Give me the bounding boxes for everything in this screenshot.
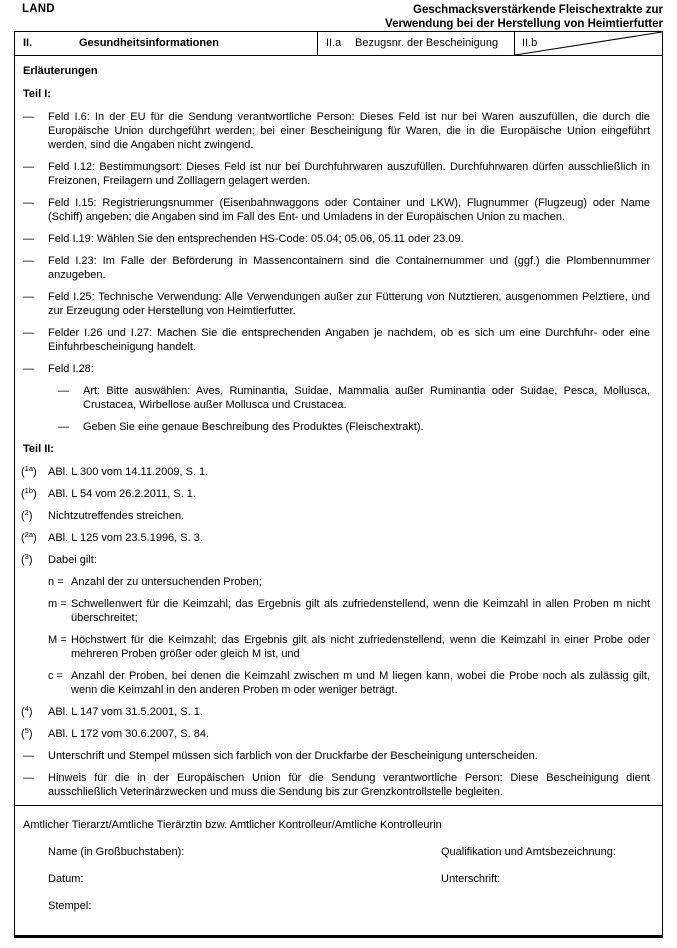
dash-bullet-icon: — bbox=[23, 233, 34, 245]
note-item-text: Feld I.23: Im Falle der Beförderung in Massencontainern sind die Containernummer und (ggf.) die Plombennummer anzugeben. bbox=[48, 255, 650, 281]
note-item bbox=[23, 196, 650, 224]
definition-label: M = bbox=[48, 634, 67, 646]
footnote-text: ABl. L 125 vom 23.5.1996, S. 3. bbox=[48, 532, 203, 544]
note-item bbox=[23, 771, 650, 799]
definition-row bbox=[48, 633, 650, 661]
footnote-row bbox=[23, 509, 650, 523]
definition-label: n = bbox=[48, 576, 64, 588]
part-i-heading: Teil I: bbox=[23, 88, 51, 100]
footnote-row bbox=[23, 465, 650, 479]
note-item bbox=[23, 290, 650, 318]
name-label: Name (in Großbuchstaben): bbox=[48, 846, 185, 858]
dash-bullet-icon: — bbox=[23, 111, 34, 123]
note-item-text: Feld I.28: bbox=[48, 363, 94, 375]
note-item bbox=[23, 110, 650, 152]
part-number: II. bbox=[23, 37, 33, 49]
certificate-title bbox=[385, 3, 663, 31]
note-item-text: Hinweis für die in der Europäischen Union für die Sendung verantwortliche Person: Diese Bescheinigung dient ausschließlich Veterinärzwecken und muss die Sendung bis zur Grenzkontrollstelle begleiten. bbox=[48, 772, 650, 798]
footnote-marker: ($^{2a}$) bbox=[21, 530, 37, 544]
footnote-text: ABl. L 172 vom 30.6.2007, S. 84. bbox=[48, 728, 210, 740]
footnote-marker: ($^{1a}$) bbox=[21, 464, 37, 478]
dash-bullet-icon: — bbox=[23, 197, 34, 209]
footnote-text: Dabei gilt: bbox=[48, 554, 97, 566]
note-sub-item-text: Art: Bitte auswählen: Aves, Ruminantia, Suidae, Mammalia außer Ruminantia oder Suidae, Pesca, Mollusca, Crustacea, Wirbellose außer Mollusca und Crustacea. bbox=[83, 385, 650, 411]
footnote-row bbox=[23, 531, 650, 545]
date-label: Datum: bbox=[48, 873, 84, 885]
page-header bbox=[0, 0, 677, 31]
part-ii-heading: Teil II: bbox=[23, 443, 54, 455]
note-sub-item-text: Geben Sie eine genaue Beschreibung des Produktes (Fleischextrakt). bbox=[83, 421, 424, 433]
dash-bullet-icon: — bbox=[23, 255, 34, 267]
diagonal-strike-line bbox=[515, 32, 662, 55]
definition-label: c = bbox=[48, 670, 63, 682]
note-item-text: Feld I.12: Bestimmungsort: Dieses Feld ist nur bei Durchfuhrwaren auszufüllen. Durchfuhrwaren dürfen ausschließlich in Freizonen, Freilagern und Zolllagern gelagert werden. bbox=[48, 161, 650, 187]
definition-row bbox=[48, 669, 650, 697]
dash-bullet-icon: — bbox=[23, 161, 34, 173]
reference-number-cell bbox=[317, 32, 514, 55]
footnote-text: ABl. L 54 vom 26.2.2011, S. 1. bbox=[48, 488, 196, 500]
signature-section bbox=[14, 806, 663, 938]
footnote-row bbox=[23, 487, 650, 501]
note-item bbox=[23, 254, 650, 282]
dash-bullet-icon: — bbox=[58, 421, 69, 433]
note-item bbox=[23, 362, 650, 376]
ref-cell-number: II.a bbox=[326, 37, 342, 49]
qualification-label: Qualifikation und Amtsbezeichnung: bbox=[441, 846, 616, 858]
definition-text: Höchstwert für die Keimzahl; das Ergebnis gilt als nicht zufriedenstellend, wenn die Keimzahl in einer Probe oder mehreren Proben größer oder gleich M ist, und bbox=[71, 634, 650, 660]
section-header-row bbox=[14, 31, 663, 56]
part-ii-cell bbox=[15, 32, 317, 55]
note-item bbox=[23, 160, 650, 188]
definition-text: Anzahl der Proben, bei denen die Keimzahl zwischen m und M liegen kann, wobei die Probe noch als zulässig gilt, wenn die Keimzahl in den anderen Proben m oder weniger beträgt. bbox=[71, 670, 650, 696]
note-sub-item bbox=[58, 384, 650, 412]
definition-text: Schwellenwert für die Keimzahl; das Ergebnis gilt als zufriedenstellend, wenn die Keimzahl in allen Proben m nicht überschreitet; bbox=[71, 598, 650, 624]
certificate-title-line1: Geschmacksverstärkende Fleischextrakte zur bbox=[413, 4, 663, 16]
notes-heading: Erläuterungen bbox=[23, 65, 98, 77]
dash-bullet-icon: — bbox=[23, 363, 34, 375]
footnote-text: Nichtzutreffendes streichen. bbox=[48, 510, 185, 522]
ref-cell-label: Bezugsnr. der Bescheinigung bbox=[355, 37, 499, 49]
footnote-row bbox=[23, 727, 650, 741]
footnote-marker: ($^3$) bbox=[21, 552, 33, 566]
stamp-label: Stempel: bbox=[48, 900, 92, 912]
footnote-text: ABl. L 147 vom 31.5.2001, S. 1. bbox=[48, 706, 203, 718]
note-item-text: Feld I.19: Wählen Sie den entsprechenden HS-Code: 05.04; 05.06, 05.11 oder 23.09. bbox=[48, 233, 464, 245]
footnote-marker: ($^5$) bbox=[21, 726, 33, 740]
dash-bullet-icon: — bbox=[23, 750, 34, 762]
footnote-row bbox=[23, 553, 650, 567]
note-item-text: Feld I.6: In der EU für die Sendung verantwortliche Person: Dieses Feld ist nur bei Waren auszufüllen, die durch die Europäische Union durchgeführt werden; bei einer Bescheinigung für Waren, die in die Europäische Union eingeführt werden, sind die Angaben nicht zwingend. bbox=[48, 111, 650, 151]
footnote-marker: ($^2$) bbox=[21, 508, 33, 522]
signature-label: Unterschrift: bbox=[441, 873, 501, 885]
dash-bullet-icon: — bbox=[23, 327, 34, 339]
signature-row bbox=[23, 899, 650, 913]
certificate-form bbox=[14, 31, 663, 938]
dash-bullet-icon: — bbox=[58, 385, 69, 397]
note-item bbox=[23, 749, 650, 763]
definition-row bbox=[48, 597, 650, 625]
part-title: Gesundheitsinformationen bbox=[79, 37, 219, 49]
footnote-text: ABl. L 300 vom 14.11.2009, S. 1. bbox=[48, 466, 209, 478]
local-ref-number: II.b bbox=[522, 37, 538, 49]
footnote-marker: ($^{1b}$) bbox=[21, 486, 37, 500]
certificate-title-line2: Verwendung bei der Herstellung von Heimtierfutter bbox=[385, 18, 663, 30]
note-item bbox=[23, 326, 650, 354]
local-reference-cell bbox=[514, 32, 662, 55]
note-item-text: Feld I.25: Technische Verwendung: Alle Verwendungen außer zur Fütterung von Nutztieren, ausgenommen Pelztiere, und zur Erzeugung oder Herstellung von Heimtierfutter. bbox=[48, 291, 650, 317]
footnote-row bbox=[23, 705, 650, 719]
footnote-marker: ($^4$) bbox=[21, 704, 33, 718]
notes-body bbox=[14, 56, 663, 806]
note-item-text: Felder I.26 und I.27: Machen Sie die entsprechenden Angaben je nachdem, ob es sich um eine Durchfuhr- oder eine Einfuhrbescheinigung handelt. bbox=[48, 327, 650, 353]
officer-heading: Amtlicher Tierarzt/Amtliche Tierärztin bzw. Amtlicher Kontrolleur/Amtliche Kontrolleurin bbox=[23, 819, 442, 831]
definition-label: m = bbox=[48, 598, 67, 610]
signature-row bbox=[23, 845, 650, 859]
dash-bullet-icon: — bbox=[23, 772, 34, 784]
note-item-text: Feld I.15: Registrierungsnummer (Eisenbahnwaggons oder Container und LKW), Flugnummer (Flugzeug) oder Name (Schiff) angeben; die Angaben sind im Fall des Ent- und Umladens in der Europäischen Union zu machen. bbox=[48, 197, 650, 223]
definition-text: Anzahl der zu untersuchenden Proben; bbox=[71, 576, 262, 588]
note-sub-item bbox=[58, 420, 650, 434]
note-item bbox=[23, 232, 650, 246]
note-item-text: Unterschrift und Stempel müssen sich farblich von der Druckfarbe der Bescheinigung unterscheiden. bbox=[48, 750, 538, 762]
definition-row bbox=[48, 575, 650, 589]
signature-row bbox=[23, 872, 650, 886]
dash-bullet-icon: — bbox=[23, 291, 34, 303]
country-label: LAND bbox=[22, 3, 55, 15]
